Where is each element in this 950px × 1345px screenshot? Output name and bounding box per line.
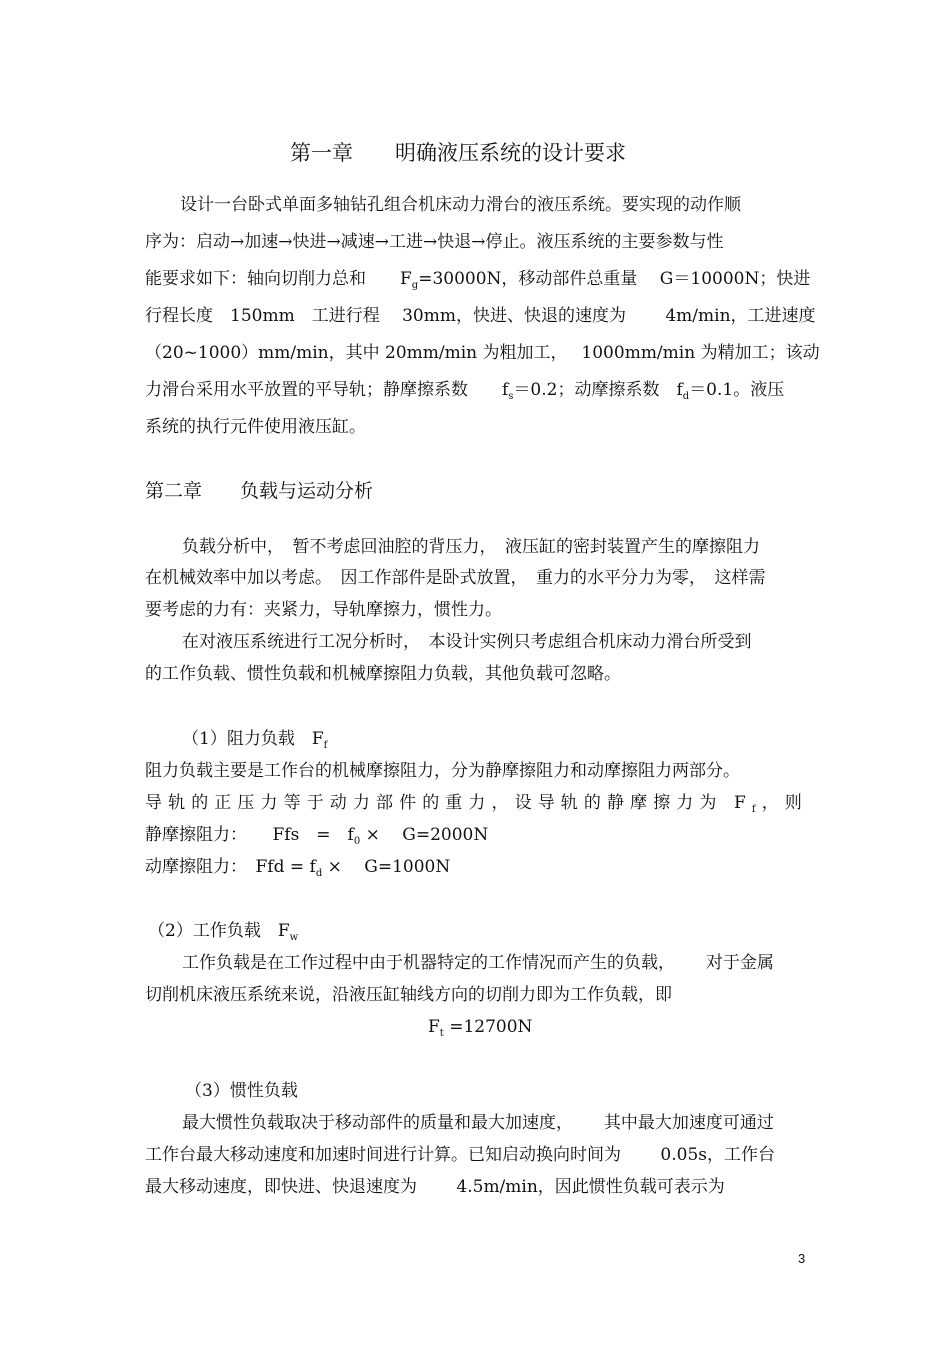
text-span: 力滑台采用水平放置的平导轨；静摩擦系数 f bbox=[145, 380, 509, 400]
static-friction-formula bbox=[145, 824, 488, 849]
subscript: d bbox=[682, 391, 690, 402]
ch2-para2-line-1: 在对液压系统进行工况分析时， 本设计实例只考虑组合机床动力滑台所受到 bbox=[182, 632, 752, 652]
text-span: ＝0.2；动摩擦系数 f bbox=[513, 380, 683, 400]
text-span: ，则 bbox=[761, 793, 808, 813]
text-span: 导轨的正压力等于动力部件的重力，设导轨的静摩擦力为 F bbox=[145, 793, 752, 813]
subscript: f bbox=[323, 740, 328, 751]
ch2-para1-line-3: 要考虑的力有：夹紧力，导轨摩擦力，惯性力。 bbox=[145, 600, 502, 620]
chapter1-title: 第一章 明确液压系统的设计要求 bbox=[290, 141, 626, 165]
section2-heading bbox=[148, 920, 298, 945]
ch1-para-line-3 bbox=[145, 268, 810, 293]
ch2-para1-line-1: 负载分析中， 暂不考虑回油腔的背压力， 液压缸的密封装置产生的摩擦阻力 bbox=[182, 537, 760, 557]
chapter2-title: 第二章 负载与运动分析 bbox=[145, 480, 374, 502]
section3-line-3: 最大移动速度，即快进、快退速度为 4.5m/min，因此惯性负载可表示为 bbox=[145, 1177, 725, 1197]
ch1-para-line-2: 序为：启动→加速→快进→减速→工进→快退→停止。液压系统的主要参数与性 bbox=[145, 232, 724, 252]
section2-line-1: 工作负载是在工作过程中由于机器特定的工作情况而产生的负载， 对于金属 bbox=[182, 953, 774, 973]
text-span: （2）工作负载 F bbox=[148, 921, 290, 941]
section1-heading bbox=[182, 728, 327, 753]
text-span: =12700N bbox=[443, 1017, 533, 1037]
ch2-para1-line-2: 在机械效率中加以考虑。 因工作部件是卧式放置， 重力的水平分力为零， 这样需 bbox=[145, 568, 766, 588]
section3-line-1: 最大惯性负载取决于移动部件的质量和最大加速度， 其中最大加速度可通过 bbox=[182, 1113, 774, 1133]
subscript: s bbox=[508, 391, 514, 402]
text-span: （1）阻力负载 F bbox=[182, 729, 324, 749]
dynamic-friction-formula bbox=[145, 856, 450, 881]
text-span: F bbox=[428, 1017, 440, 1037]
text-span: × G=2000N bbox=[360, 825, 489, 845]
work-load-equation bbox=[428, 1016, 532, 1041]
subscript: d bbox=[315, 868, 323, 879]
ch1-para-line-1: 设计一台卧式单面多轴钻孔组合机床动力滑台的液压系统。要实现的动作顺 bbox=[180, 195, 741, 215]
subscript: w bbox=[289, 932, 299, 943]
section1-line-2 bbox=[145, 792, 808, 817]
section1-line-1: 阻力负载主要是工作台的机械摩擦阻力，分为静摩擦阻力和动摩擦阻力两部分。 bbox=[145, 761, 740, 781]
text-span: 动摩擦阻力： Ffd = f bbox=[145, 857, 316, 877]
page-number: 3 bbox=[798, 1251, 806, 1266]
text-span: 静摩擦阻力： Ffs = f bbox=[145, 825, 354, 845]
ch1-para-line-5: （20~1000）mm/min，其中 20mm/min 为粗加工， 1000mm/min 为精加工；该动 bbox=[145, 343, 820, 363]
subscript: 0 bbox=[353, 836, 361, 847]
section3-heading: （3）惯性负载 bbox=[185, 1081, 298, 1101]
section2-line-2: 切削机床液压系统来说，沿液压缸轴线方向的切削力即为工作负载，即 bbox=[145, 985, 672, 1005]
section3-line-2: 工作台最大移动速度和加速时间进行计算。已知启动换向时间为 0.05s，工作台 bbox=[145, 1145, 775, 1165]
text-span: =30000N，移动部件总重量 G＝10000N；快进 bbox=[418, 269, 811, 289]
ch1-para-line-4: 行程长度 150mm 工进行程 30mm，快进、快退的速度为 4m/min，工进速度 bbox=[145, 306, 816, 326]
ch1-para-line-7: 系统的执行元件使用液压缸。 bbox=[145, 417, 366, 437]
text-span: 能要求如下：轴向切削力总和 F bbox=[145, 269, 412, 289]
text-span: ＝0.1。液压 bbox=[689, 380, 785, 400]
subscript: t bbox=[439, 1028, 444, 1039]
subscript: f bbox=[751, 804, 762, 815]
ch2-para2-line-2: 的工作负载、惯性负载和机械摩擦阻力负载，其他负载可忽略。 bbox=[145, 664, 621, 684]
text-span: × G=1000N bbox=[322, 857, 451, 877]
ch1-para-line-6 bbox=[145, 379, 784, 404]
subscript: g bbox=[411, 280, 419, 291]
